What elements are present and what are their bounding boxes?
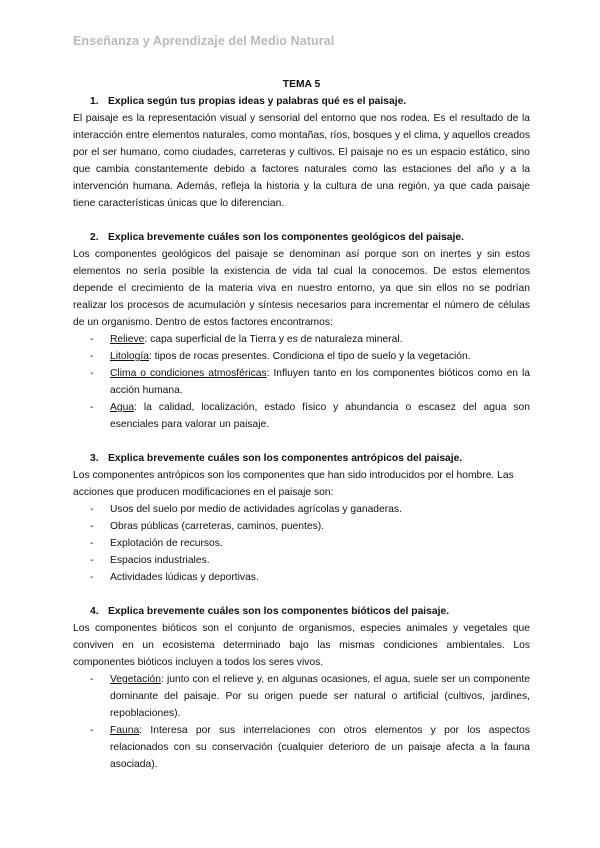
list-item: - Espacios industriales.	[90, 555, 210, 566]
list-item: - Litología: tipos de rocas presentes. Condiciona el tipo de suelo y la vegetación.	[90, 351, 471, 362]
question-2: 2. Explica brevemente cuáles son los componentes geológicos del paisaje.	[90, 232, 464, 243]
list-item: - Relieve: capa superficial de la Tierra y es de naturaleza mineral.	[90, 334, 403, 345]
list-item: - Fauna: Interesa por sus interrelaciones con otros elementos y por los aspectos relacionados con su conservación (cualquier deterioro de un paisaje afecta a la fauna asociada).	[90, 725, 530, 770]
answer-4: Los componentes bióticos son el conjunto de organismos, especies animales y vegetales que conviven en un ecosistema determinado bajo las mismas condiciones ambientales. Los componentes bióticos incluyen a todos los seres vivos.	[73, 623, 530, 668]
document-header: Enseñanza y Aprendizaje del Medio Natural	[73, 34, 335, 48]
list-item: - Explotación de recursos.	[90, 538, 223, 549]
question-3: 3. Explica brevemente cuáles son los componentes antrópicos del paisaje.	[90, 453, 463, 464]
list-item: - Vegetación: junto con el relieve y, en algunas ocasiones, el agua, suele ser un componente dominante del paisaje. Por su origen puede ser natural o artificial (cultivos, jardines, repoblaciones).	[90, 674, 530, 719]
list-item: - Agua: la calidad, localización, estado físico y abundancia o escasez del agua son esenciales para valorar un paisaje.	[90, 402, 530, 430]
answer-1: El paisaje es la representación visual y sensorial del entorno que nos rodea. Es el resultado de la interacción entre elementos naturales, como montañas, ríos, bosques y el clima, y aquellos creados por el ser humano, como ciudades, carreteras y cultivos. El paisaje no es un espacio estático, sino que cambia constantemente debido a factores naturales como las estaciones del año y a la intervención humana. Además, refleja la historia y la cultura de una región, ya que cada paisaje tiene características únicas que lo diferencian.	[73, 113, 530, 209]
answer-2: Los componentes geológicos del paisaje se denominan así porque son on inertes y sin estos elementos no sería posible la existencia de vida tal cual la conocemos. De estos elementos depende el crecimiento de la materia viva en nuestro entorno, ya que sin ellos no se podrían realizar los procesos de acumulación y síntesis necesarios para incrementar el número de células de un organismo. Dentro de estos factores encontramos:	[73, 249, 530, 328]
answer-3: Los componentes antrópicos son los componentes que han sido introducidos por el hombre. Las acciones que producen modificaciones en el paisaje son:	[73, 470, 514, 498]
list-item: - Usos del suelo por medio de actividades agrícolas y ganaderas.	[90, 504, 402, 515]
question-4: 4. Explica brevemente cuáles son los componentes bióticos del paisaje.	[90, 606, 450, 617]
question-1: 1. Explica según tus propias ideas y palabras qué es el paisaje.	[90, 96, 407, 107]
page-title: TEMA 5	[282, 79, 321, 90]
document-body	[73, 76, 530, 773]
list-item: - Actividades lúdicas y deportivas.	[90, 572, 259, 583]
list-item: - Clima o condiciones atmosféricas: Influyen tanto en los componentes bióticos como en la acción humana.	[90, 368, 530, 396]
list-item: - Obras públicas (carreteras, caminos, puentes).	[90, 521, 325, 532]
anthropic-list	[73, 501, 530, 586]
geologic-list	[73, 331, 530, 433]
biotic-list	[73, 671, 530, 773]
